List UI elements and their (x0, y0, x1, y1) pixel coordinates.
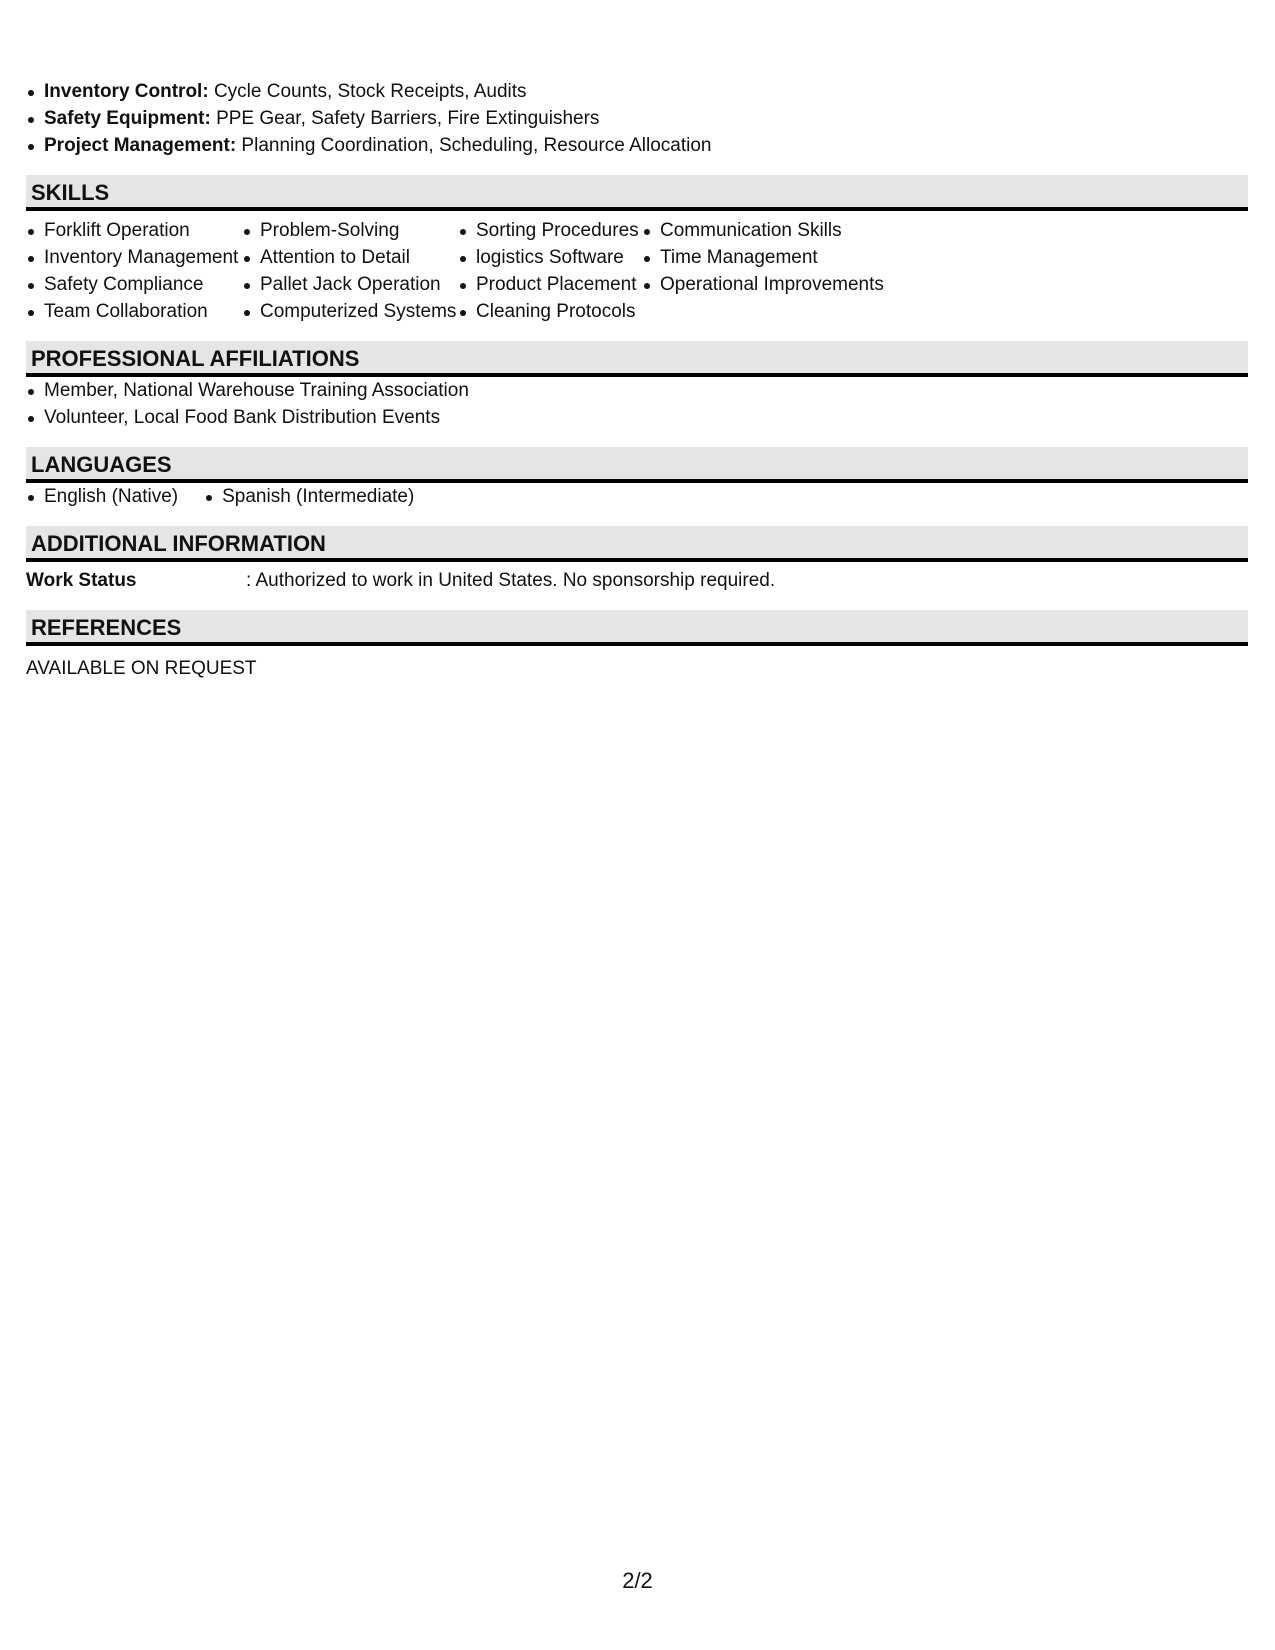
section-title: ADDITIONAL INFORMATION (31, 531, 326, 556)
list-item (26, 132, 1248, 159)
section-title: LANGUAGES (31, 452, 172, 477)
skills-column (642, 217, 884, 325)
list-item: Time Management (642, 244, 884, 271)
list-item: Volunteer, Local Food Bank Distribution Events (26, 404, 1248, 431)
item-value: PPE Gear, Safety Barriers, Fire Extinguishers (210, 108, 600, 129)
list-item: Safety Compliance (26, 271, 242, 298)
list-item: Spanish (Intermediate) (204, 483, 414, 510)
page-number: 2/2 (622, 1568, 653, 1593)
list-item: Product Placement (458, 271, 642, 298)
list-item: Sorting Procedures (458, 217, 642, 244)
list-item: logistics Software (458, 244, 642, 271)
list-item: Computerized Systems (242, 298, 458, 325)
skills-section-header (26, 175, 1248, 211)
work-status-row (26, 568, 1248, 594)
list-item: Member, National Warehouse Training Association (26, 377, 1248, 404)
additional-section-header (26, 526, 1248, 562)
list-item (26, 78, 1248, 105)
affiliations-section-header (26, 341, 1248, 377)
skills-column (26, 217, 242, 325)
list-item: Problem-Solving (242, 217, 458, 244)
references-section-header (26, 610, 1248, 646)
item-label: Inventory Control: (44, 81, 209, 102)
skills-grid (26, 217, 1248, 325)
section-title: REFERENCES (31, 615, 182, 640)
list-item (26, 105, 1248, 132)
languages-section-header (26, 447, 1248, 483)
item-value: Planning Coordination, Scheduling, Resource Allocation (236, 135, 712, 156)
item-label: Safety Equipment: (44, 108, 211, 129)
affiliations-list (26, 377, 1248, 431)
section-title: SKILLS (31, 180, 110, 205)
work-status-label: Work Status (26, 570, 137, 591)
resume-page (26, 78, 1248, 682)
languages-list (26, 483, 1248, 510)
list-item: Operational Improvements (642, 271, 884, 298)
item-value: Cycle Counts, Stock Receipts, Audits (208, 81, 527, 102)
skills-column (458, 217, 642, 325)
skills-column (242, 217, 458, 325)
intro-list (26, 78, 1248, 159)
list-item: Cleaning Protocols (458, 298, 642, 325)
section-title: PROFESSIONAL AFFILIATIONS (31, 346, 360, 371)
list-item: Team Collaboration (26, 298, 242, 325)
list-item: English (Native) (26, 483, 178, 510)
list-item: Communication Skills (642, 217, 884, 244)
item-label: Project Management: (44, 135, 237, 156)
list-item: Pallet Jack Operation (242, 271, 458, 298)
list-item: Inventory Management (26, 244, 242, 271)
work-status-value: : Authorized to work in United States. No sponsorship required. (246, 570, 776, 591)
list-item: Attention to Detail (242, 244, 458, 271)
references-text: AVAILABLE ON REQUEST (26, 658, 257, 679)
list-item: Forklift Operation (26, 217, 242, 244)
